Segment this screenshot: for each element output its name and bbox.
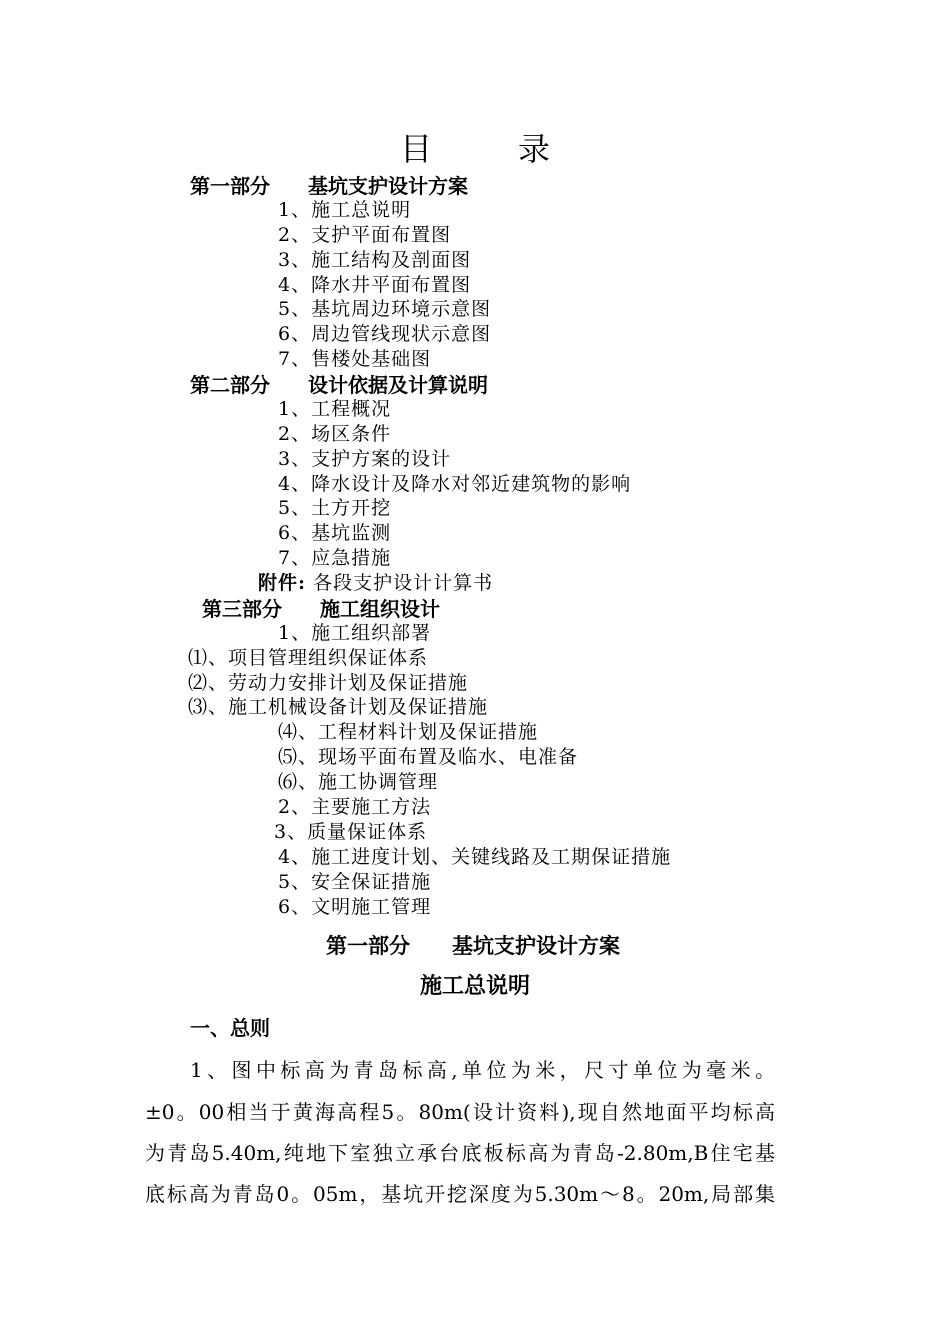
toc-part1-heading bbox=[190, 176, 468, 196]
paragraph-line: 1、图中标高为青岛标高,单位为米，尺寸单位为毫米。 bbox=[190, 1058, 775, 1082]
subheading: 一、总则 bbox=[190, 1016, 270, 1040]
toc-item: 3、施工结构及剖面图 bbox=[278, 249, 472, 271]
toc-item: 1、施工组织部署 bbox=[278, 622, 432, 644]
toc-item: 5、土方开挖 bbox=[278, 497, 392, 519]
toc-item: 6、文明施工管理 bbox=[278, 896, 432, 918]
toc-item: 4、施工进度计划、关键线路及工期保证措施 bbox=[278, 846, 672, 868]
toc-item: 3、质量保证体系 bbox=[274, 821, 428, 843]
toc-item: 5、基坑周边环境示意图 bbox=[278, 298, 492, 320]
toc-item: 5、安全保证措施 bbox=[278, 871, 432, 893]
toc-item: ⑹、施工协调管理 bbox=[278, 771, 439, 793]
toc-item: 4、降水井平面布置图 bbox=[278, 274, 472, 296]
toc-title-char-1: 目 bbox=[400, 130, 433, 168]
paragraph-line: 底标高为青岛0。05m，基坑开挖深度为5.30m～8。20m,局部集 bbox=[145, 1182, 775, 1206]
toc-item: 3、支护方案的设计 bbox=[278, 448, 452, 470]
toc-item: ⑵、劳动力安排计划及保证措施 bbox=[188, 672, 469, 694]
toc-part3-name: 施工组织设计 bbox=[320, 597, 440, 621]
toc-item: 7、应急措施 bbox=[278, 547, 392, 569]
section-heading: 施工总说明 bbox=[420, 973, 531, 999]
body-part-label: 第一部分 bbox=[326, 933, 410, 958]
toc-part3-label: 第三部分 bbox=[202, 597, 282, 621]
body-part-name: 基坑支护设计方案 bbox=[452, 933, 620, 958]
toc-part2-name: 设计依据及计算说明 bbox=[308, 373, 488, 397]
toc-item: 2、支护平面布置图 bbox=[278, 224, 452, 246]
toc-appendix-label: 附件: bbox=[258, 572, 307, 594]
toc-item: 6、基坑监测 bbox=[278, 522, 392, 544]
toc-item: ⑴、项目管理组织保证体系 bbox=[188, 647, 429, 669]
toc-item: 1、施工总说明 bbox=[278, 199, 412, 221]
toc-item: ⑷、工程材料计划及保证措施 bbox=[278, 721, 539, 743]
toc-item: 7、售楼处基础图 bbox=[278, 348, 432, 370]
toc-part2-heading bbox=[190, 375, 488, 395]
paragraph-line: 为青岛5.40m,纯地下室独立承台底板标高为青岛-2.80m,B住宅基 bbox=[145, 1141, 775, 1165]
toc-title-char-2: 录 bbox=[518, 130, 551, 168]
toc-item: 2、主要施工方法 bbox=[278, 796, 432, 818]
paragraph-line: ±0。00相当于黄海高程5。80m(设计资料),现自然地面平均标高 bbox=[145, 1100, 775, 1124]
toc-appendix-text: 各段支护设计计算书 bbox=[313, 572, 494, 594]
toc-item: ⑶、施工机械设备计划及保证措施 bbox=[188, 696, 489, 718]
toc-part1-name: 基坑支护设计方案 bbox=[308, 174, 468, 198]
toc-part3-heading bbox=[202, 599, 440, 619]
toc-appendix bbox=[258, 574, 493, 593]
body-part-heading bbox=[326, 935, 620, 956]
toc-part2-label: 第二部分 bbox=[190, 373, 270, 397]
toc-item: 4、降水设计及降水对邻近建筑物的影响 bbox=[278, 473, 632, 495]
toc-item: 1、工程概况 bbox=[278, 398, 392, 420]
toc-part1-label: 第一部分 bbox=[190, 174, 270, 198]
toc-title bbox=[400, 130, 551, 168]
toc-item: 2、场区条件 bbox=[278, 423, 392, 445]
toc-item: 6、周边管线现状示意图 bbox=[278, 323, 492, 345]
toc-item: ⑸、现场平面布置及临水、电准备 bbox=[278, 746, 579, 768]
